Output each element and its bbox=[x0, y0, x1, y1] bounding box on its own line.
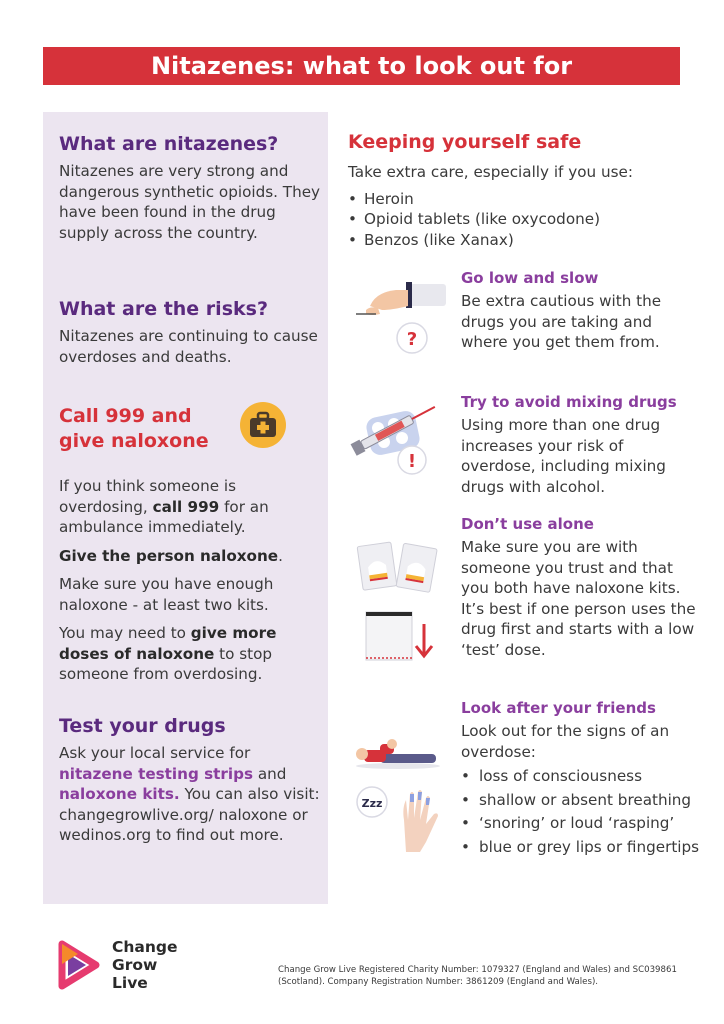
tip-title: Don’t use alone bbox=[461, 515, 594, 533]
heading-test-drugs: Test your drugs bbox=[59, 715, 226, 737]
drug-bags-illustration bbox=[356, 536, 446, 666]
text-enough-naloxone: Make sure you have enough naloxone - at least two kits. bbox=[59, 575, 274, 614]
text-test-pre: Ask your local service for bbox=[59, 744, 251, 762]
heading-call-line2: give naloxone bbox=[59, 430, 209, 452]
text-risks: Nitazenes are continuing to cause overdoses and deaths. bbox=[59, 327, 318, 366]
text-test-mid: and bbox=[253, 764, 287, 783]
first-aid-kit-icon bbox=[239, 401, 287, 449]
tip-body: Be extra cautious with the drugs you are taking and where you get them from. bbox=[461, 292, 662, 351]
text-test-post: You can also visit: changegrowlive.org/ naloxone or wedinos.org to find out more. bbox=[59, 785, 320, 844]
tip-title: Look after your friends bbox=[461, 699, 656, 717]
question-mark: ? bbox=[406, 329, 418, 350]
tip-title: Go low and slow bbox=[461, 269, 599, 287]
text-what-are: Nitazenes are very strong and dangerous synthetic opioids. They have been found in the drug supply across the country. bbox=[59, 162, 321, 242]
link-testing-strips[interactable]: nitazene testing strips bbox=[59, 764, 254, 783]
text-intro: Take extra care, especially if you use: bbox=[348, 163, 633, 181]
heading-call-line1: Call 999 and bbox=[59, 405, 192, 427]
logo-line: Change bbox=[112, 938, 178, 956]
text-test-drugs bbox=[59, 743, 321, 846]
list-item: • Opioid tablets (like oxycodone) bbox=[348, 209, 698, 230]
list-item: • Benzos (like Xanax) bbox=[348, 230, 698, 251]
footer-legal-text: Change Grow Live Registered Charity Number: 1079327 (England and Wales) and SC039861 (Scotland). Company Registration Number: 3861209 (England and Wales). bbox=[278, 965, 677, 987]
heading-what-are: What are nitazenes? bbox=[59, 133, 279, 155]
text-give-post: . bbox=[278, 546, 283, 565]
text-more-pre: You may need to bbox=[59, 624, 191, 642]
logo-line: Live bbox=[112, 974, 148, 992]
text-give-naloxone bbox=[59, 546, 321, 567]
heading-keeping-safe: Keeping yourself safe bbox=[348, 131, 582, 153]
substance-list bbox=[348, 189, 698, 251]
tip-go-low-slow bbox=[461, 268, 701, 353]
link-naloxone-kits[interactable]: naloxone kits. bbox=[59, 785, 180, 803]
tip-body: Using more than one drug increases your risk of overdose, including mixing drugs with alcohol. bbox=[461, 416, 666, 496]
right-safety-column bbox=[348, 130, 698, 250]
text-more-bold: give more doses of naloxone bbox=[59, 624, 277, 663]
text-call-pre: If you think someone is overdosing, bbox=[59, 477, 236, 516]
list-item: • shallow or absent breathing bbox=[461, 790, 701, 811]
logo-line: Grow bbox=[112, 956, 158, 974]
warning-mark: ! bbox=[407, 451, 417, 472]
list-item: • loss of consciousness bbox=[461, 766, 701, 787]
text-more-doses bbox=[59, 623, 321, 685]
section-what-are bbox=[59, 132, 321, 243]
list-item: • blue or grey lips or fingertips bbox=[461, 837, 701, 858]
text-more-post: to stop someone from overdosing. bbox=[59, 644, 273, 683]
list-item: • Heroin bbox=[348, 189, 698, 210]
text-give-bold: Give the person naloxone bbox=[59, 546, 279, 565]
section-test-drugs bbox=[59, 714, 321, 846]
heading-risks: What are the risks? bbox=[59, 298, 268, 320]
tip-title: Try to avoid mixing drugs bbox=[461, 393, 677, 411]
list-item: • ‘snoring’ or loud ‘rasping’ bbox=[461, 813, 701, 834]
tip-dont-use-alone bbox=[461, 514, 701, 660]
tip-body: Make sure you are with someone you trust and that you both have naloxone kits. It’s best if one person uses the drug first and starts with a low ‘test’ dose. bbox=[461, 538, 696, 659]
tip-body: Look out for the signs of an overdose: bbox=[461, 722, 670, 761]
hand-pinch-illustration bbox=[352, 280, 448, 360]
text-call-999 bbox=[59, 476, 321, 538]
page-title: Nitazenes: what to look out for bbox=[150, 52, 573, 80]
page-title-banner bbox=[43, 47, 680, 85]
logo-wordmark bbox=[112, 938, 178, 992]
section-risks bbox=[59, 297, 321, 367]
syringe-pills-illustration bbox=[344, 398, 444, 484]
overdose-signs-list bbox=[461, 766, 701, 857]
change-grow-live-logo-icon bbox=[56, 940, 102, 990]
text-call-post: for an ambulance immediately. bbox=[59, 497, 269, 536]
overdose-illustration bbox=[350, 728, 450, 858]
text-call-bold: call 999 bbox=[152, 497, 220, 516]
tip-avoid-mixing bbox=[461, 392, 701, 497]
tip-look-after-friends bbox=[461, 698, 701, 860]
left-info-panel bbox=[43, 112, 328, 904]
zzz-text: Zzz bbox=[361, 797, 383, 810]
